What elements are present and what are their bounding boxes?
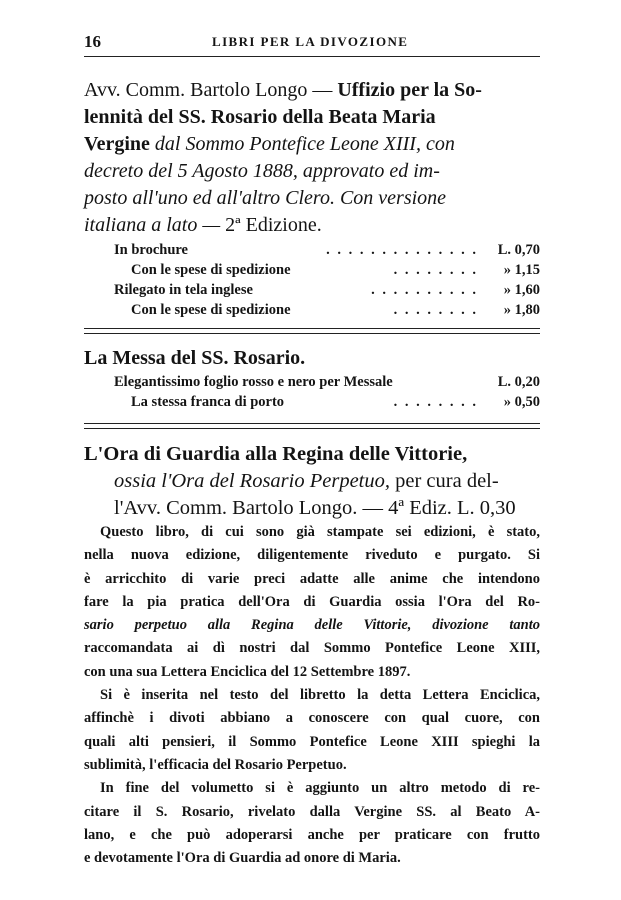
header-rule [84, 56, 540, 57]
entry-ora-di-guardia [84, 444, 540, 525]
entry-title-line: posto all'uno ed all'altro Clero. Con versione [84, 187, 447, 209]
page-header [84, 32, 540, 52]
text-line: Si è inserita nel testo del libretto la detta Lettera Enciclica, [100, 687, 540, 704]
text-line: e devotamente l'Ora di Guardia ad onore di Maria. [84, 850, 401, 867]
entry-title-line: italiana a lato — 2ª Edizione. [84, 214, 322, 236]
description-text [84, 525, 540, 874]
price-row: Con le spese di spedizione . . . . . . . . » 1,80 [131, 302, 540, 318]
price-row: La stessa franca di porto . . . . . . . . » 0,50 [131, 394, 540, 410]
price-row: Elegantissimo foglio rosso e nero per Messale L. 0,20 [114, 374, 540, 390]
price-row: Rilegato in tela inglese . . . . . . . . . . » 1,60 [114, 282, 540, 298]
text-line: sublimità, l'efficacia del Rosario Perpetuo. [84, 756, 347, 773]
price-row: Con le spese di spedizione . . . . . . . . » 1,15 [131, 262, 540, 278]
section-divider [84, 328, 540, 334]
entry-uffizio [84, 80, 540, 242]
text-line: con una sua Lettera Enciclica del 12 Settembre 1897. [84, 663, 411, 680]
running-title: LIBRI PER LA DIVOZIONE [212, 34, 409, 49]
text-line: affinchè i divoti abbiano a conoscere con qual cuore, con [84, 710, 540, 727]
text-line: nella nuova edizione, diligentemente riveduto e purgato. Si [84, 547, 540, 564]
text-line: quali alti pensieri, il Sommo Pontefice Leone XIII spieghi la [84, 733, 540, 750]
entry-title-line: Avv. Comm. Bartolo Longo — Uffizio per la So- [84, 79, 482, 101]
text-line: lano, e che può adoperarsi anche per praticare con frutto [84, 826, 540, 843]
entry-messa [84, 348, 540, 414]
entry-subtitle: ossia l'Ora del Rosario Perpetuo, per cura del- [114, 470, 499, 492]
entry-title-line: Vergine dal Sommo Pontefice Leone XIII, con [84, 133, 455, 155]
page-number: 16 [84, 32, 101, 51]
text-line: fare la pia pratica dell'Ora di Guardia ossia l'Ora del Ro- [84, 593, 540, 610]
entry-title: La Messa del SS. Rosario. [84, 347, 306, 369]
price-list-uffizio [84, 242, 540, 322]
section-divider [84, 423, 540, 429]
entry-author-price: l'Avv. Comm. Bartolo Longo. — 4ª Ediz. L. 0,30 [114, 497, 516, 519]
text-line: sario perpetuo alla Regina delle Vittorie, divozione tanto [84, 617, 540, 634]
entry-title-line: lennità del SS. Rosario della Beata Maria [84, 106, 436, 128]
text-line: In fine del volumetto si è aggiunto un altro metodo di re- [100, 780, 540, 797]
text-line: citare il S. Rosario, rivelato dalla Vergine SS. al Beato A- [84, 803, 540, 820]
text-line: è arricchito di varie preci adatte alle anime che intendono [84, 570, 540, 587]
entry-title: L'Ora di Guardia alla Regina delle Vittorie, [84, 443, 468, 465]
text-line: Questo libro, di cui sono già stampate sei edizioni, è stato, [100, 524, 540, 540]
text-line: raccomandata ai dì nostri dal Sommo Pontefice Leone XIII, [84, 640, 540, 657]
price-row: In brochure . . . . . . . . . . . . . . L. 0,70 [114, 242, 540, 258]
entry-title-line: decreto del 5 Agosto 1888, approvato ed im- [84, 160, 440, 182]
